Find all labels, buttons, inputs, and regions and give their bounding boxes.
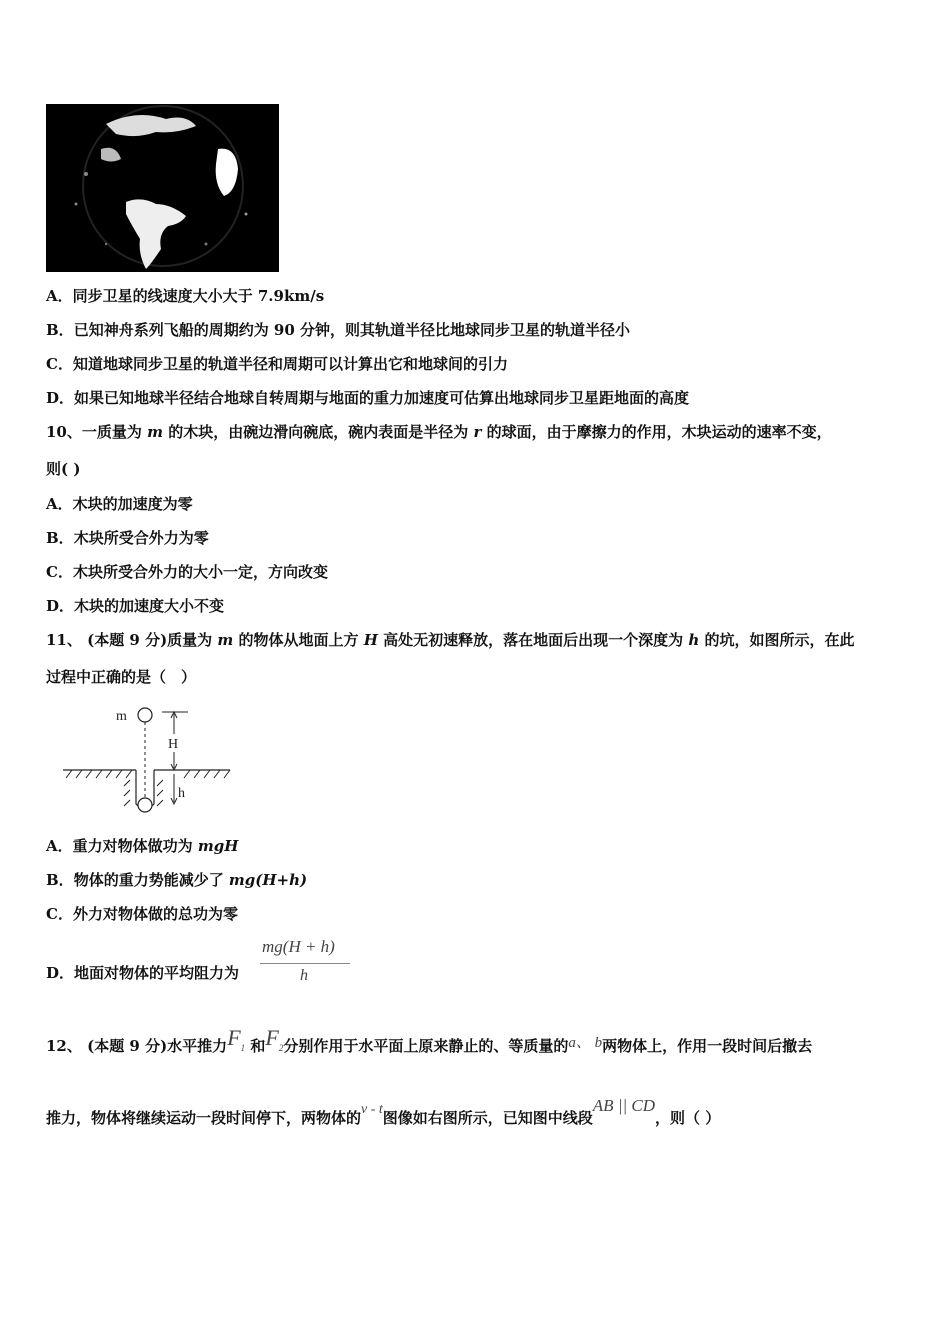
q12-stem-a: 12、 (本题 9 分)水平推力	[46, 1037, 228, 1055]
option-letter: D．	[46, 389, 75, 407]
q12-and: 和	[250, 1037, 266, 1055]
q12-var-vt: v - t	[361, 1102, 383, 1117]
option-text: 外力对物体做的总功为零	[72, 905, 238, 923]
option-letter: B．	[46, 321, 74, 339]
pit-diagram	[58, 700, 238, 820]
option-letter: C．	[46, 905, 73, 923]
ball-bottom	[138, 798, 152, 812]
q10-stem-b: 的木块，由碗边滑向碗底，碗内表面是半径为	[162, 423, 474, 441]
fraction-denominator: h	[300, 967, 308, 984]
fraction-bar	[260, 963, 350, 964]
q10-option-c	[46, 562, 328, 582]
diagram-label-h: h	[178, 786, 185, 801]
earth-satellite-image	[46, 104, 279, 272]
q10-stem-a: 10、一质量为	[46, 423, 148, 441]
option-letter: C．	[46, 355, 73, 373]
q11-var-h: h	[688, 631, 700, 649]
option-formula: mg(H+h)	[228, 871, 308, 889]
q10-stem-line1	[46, 422, 832, 442]
q12-sub-2: 2	[278, 1043, 284, 1053]
option-letter: B．	[46, 529, 74, 547]
option-letter: D．	[46, 964, 75, 982]
q12-var-ab: a、 b	[568, 1035, 603, 1051]
q11-stem-d: 的坑，如图所示，在此	[699, 631, 855, 649]
q12-sub-1: 1	[240, 1043, 246, 1053]
q11-var-m: m	[217, 631, 234, 649]
q11-option-d	[46, 963, 239, 983]
q12-stem-line1	[46, 1025, 813, 1058]
q12-stem-f: ，则（ ）	[655, 1109, 721, 1127]
option-text: 物体的重力势能减少了	[73, 871, 229, 889]
q10-option-b	[46, 528, 209, 548]
option-letter: C．	[46, 563, 73, 581]
option-text: 木块的加速度为零	[72, 495, 193, 513]
q10-option-a	[46, 494, 193, 514]
q12-stem-line2	[46, 1096, 721, 1130]
q10-stem-line2: 则( )	[46, 460, 81, 478]
q11-stem-line1	[46, 630, 855, 650]
q9-option-b	[46, 320, 630, 340]
option-text: 木块所受合外力的大小一定，方向改变	[72, 563, 328, 581]
option-text: 如果已知地球半径结合地球自转周期与地面的重力加速度可估算出地球同步卫星距地面的高度	[74, 389, 690, 407]
q12-var-abcd: AB || CD	[592, 1096, 656, 1115]
q12-stem-b: 分别作用于水平面上原来静止的、等质量的	[283, 1037, 569, 1055]
q10-option-d	[46, 596, 224, 616]
q11-stem-c: 高处无初速释放，落在地面后出现一个深度为	[377, 631, 689, 649]
q9-option-a	[46, 286, 324, 306]
q12-stem-e: 图像如右图所示，已知图中线段	[382, 1109, 593, 1127]
fraction-numerator: mg(H + h)	[262, 937, 335, 956]
q10-stem-c: 的球面，由于摩擦力的作用，木块运动的速率不变，	[481, 423, 832, 441]
option-text: 地面对物体的平均阻力为	[74, 964, 240, 982]
q10-var-m: m	[147, 423, 163, 441]
q11-stem-line2: 过程中正确的是（ ）	[46, 668, 197, 686]
option-text: 重力对物体做功为	[72, 837, 198, 855]
q11-option-b	[46, 870, 307, 890]
q11-var-H: H	[363, 631, 378, 649]
option-text: 木块的加速度大小不变	[74, 597, 225, 615]
diagram-label-H: H	[168, 737, 179, 752]
q11-stem-b: 的物体从地面上方	[233, 631, 364, 649]
q12-var-F2: F	[265, 1025, 279, 1050]
option-text: 知道地球同步卫星的轨道半径和周期可以计算出它和地球间的引力	[72, 355, 508, 373]
q12-stem-d: 推力，物体将继续运动一段时间停下，两物体的	[46, 1109, 362, 1127]
option-text: 同步卫星的线速度大小大于 7.9km/s	[72, 287, 325, 305]
q11-stem-a: 11、 (本题 9 分)质量为	[46, 631, 218, 649]
option-letter: A．	[46, 287, 73, 305]
option-formula: mgH	[197, 837, 239, 855]
q9-option-d	[46, 388, 689, 408]
q12-stem-c: 两物体上，作用一段时间后撤去	[602, 1037, 813, 1055]
option-text: 已知神舟系列飞船的周期约为 90 分钟，则其轨道半径比地球同步卫星的轨道半径小	[73, 321, 631, 339]
option-letter: B．	[46, 871, 74, 889]
ball-top	[138, 708, 152, 722]
q12-var-F1: F	[227, 1025, 241, 1050]
option-letter: D．	[46, 597, 75, 615]
q11-option-a	[46, 836, 238, 856]
option-text: 木块所受合外力为零	[73, 529, 209, 547]
option-letter: A．	[46, 495, 73, 513]
diagram-label-m: m	[116, 709, 127, 724]
q10-var-r: r	[473, 423, 482, 441]
q11-option-c	[46, 904, 238, 924]
q9-option-c	[46, 354, 508, 374]
option-letter: A．	[46, 837, 73, 855]
